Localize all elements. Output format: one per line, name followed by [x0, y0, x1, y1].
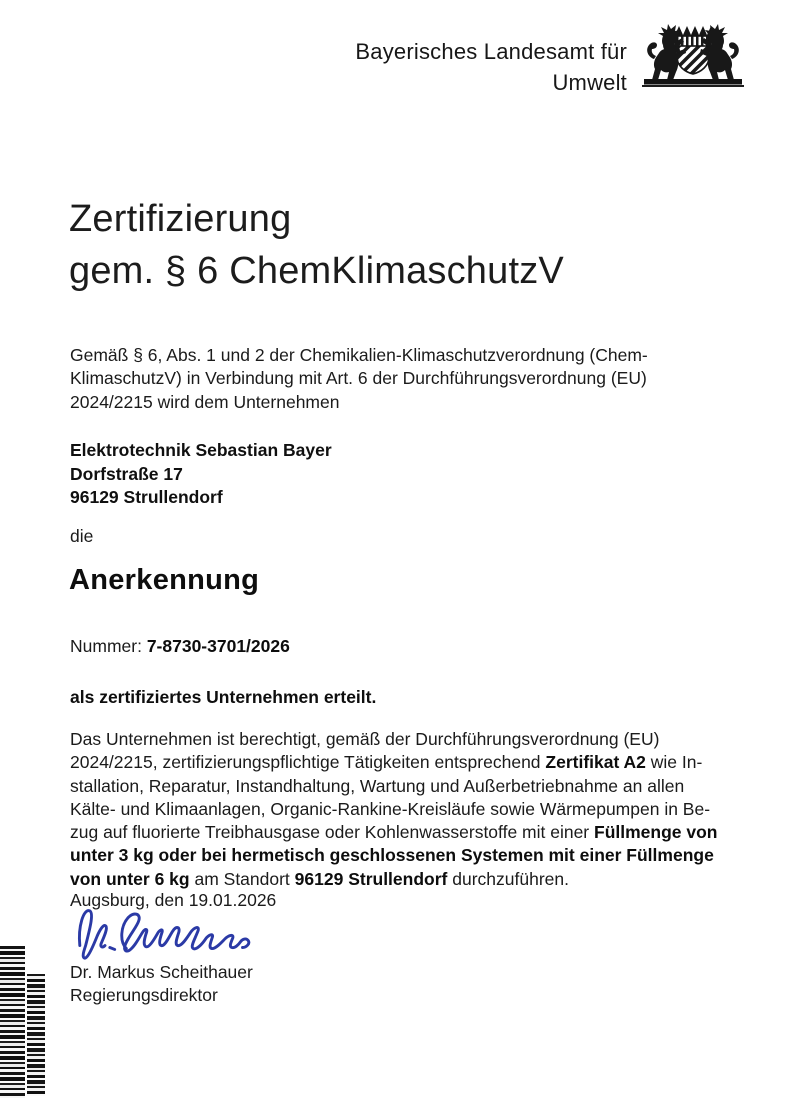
signatory-block: [70, 961, 253, 1006]
signatory-name: Dr. Markus Scheithauer: [70, 962, 253, 982]
authorization-paragraph: [70, 728, 720, 891]
granted-line: als zertifiziertes Unternehmen erteilt.: [70, 687, 377, 707]
authorization-line: 2024/2215, zertifizierungspflichtige Tätigkeiten entsprechend Zertifikat A2 wie In-: [70, 752, 703, 773]
document-title: [69, 193, 564, 297]
document-title-line1: Zertifizierung: [69, 198, 292, 240]
agency-name: [355, 36, 627, 98]
intro-line: KlimaschutzV) in Verbindung mit Art. 6 der Durchführungsverordnung (EU): [70, 368, 647, 389]
certificate-number-label: Nummer:: [70, 636, 147, 656]
certificate-number-value: 7-8730-3701/2026: [146, 636, 290, 656]
intro-line: 2024/2215 wird dem Unternehmen: [70, 391, 340, 412]
intro-paragraph: [70, 344, 648, 414]
handwritten-signature-icon: [74, 901, 258, 963]
site-postal-city: 96129 Strullendorf: [294, 868, 448, 889]
authorization-line: Das Unternehmen ist berechtigt, gemäß der Durchführungsverordnung (EU): [70, 729, 660, 749]
certificate-class: Zertifikat A2: [545, 752, 646, 773]
vertical-barcode-icon: [27, 974, 45, 1096]
document-title-line2: gem. § 6 ChemKlimaschutzV: [69, 250, 564, 292]
certificate-number-line: [70, 635, 290, 658]
authorization-line: unter 3 kg oder bei hermetisch geschlossenen Systemen mit einer Füllmenge: [70, 845, 714, 866]
recipient-address: [70, 439, 332, 510]
agency-name-line1: Bayerisches Landesamt für: [355, 39, 627, 64]
recipient-city: 96129 Strullendorf: [70, 487, 223, 508]
signatory-role: Regierungsdirektor: [70, 984, 218, 1005]
authorization-line: Kälte- und Klimaanlagen, Organic-Rankine-Kreisläufe sowie Wärmepumpen in Be-: [70, 798, 711, 819]
agency-name-line2: Umwelt: [552, 70, 627, 95]
authorization-line: von unter 6 kg am Standort 96129 Strullendorf durchzuführen.: [70, 868, 569, 889]
vertical-barcode-icon: [0, 946, 25, 1098]
authorization-line: zug auf fluorierte Treibhausgase oder Kohlenwasserstoffe mit einer Füllmenge von: [70, 822, 718, 843]
bavarian-coat-of-arms-icon: [641, 22, 745, 90]
place-and-date: Augsburg, den 19.01.2026: [70, 890, 277, 910]
intro-line: Gemäß § 6, Abs. 1 und 2 der Chemikalien-Klimaschutzverordnung (Chem-: [70, 345, 648, 365]
recipient-street: Dorfstraße 17: [70, 463, 183, 484]
recipient-company-name: Elektrotechnik Sebastian Bayer: [70, 440, 332, 460]
recognition-heading: Anerkennung: [69, 564, 260, 596]
connector-word: die: [70, 526, 94, 546]
authorization-line: stallation, Reparatur, Instandhaltung, Wartung und Außerbetriebnahme an allen: [70, 775, 685, 796]
